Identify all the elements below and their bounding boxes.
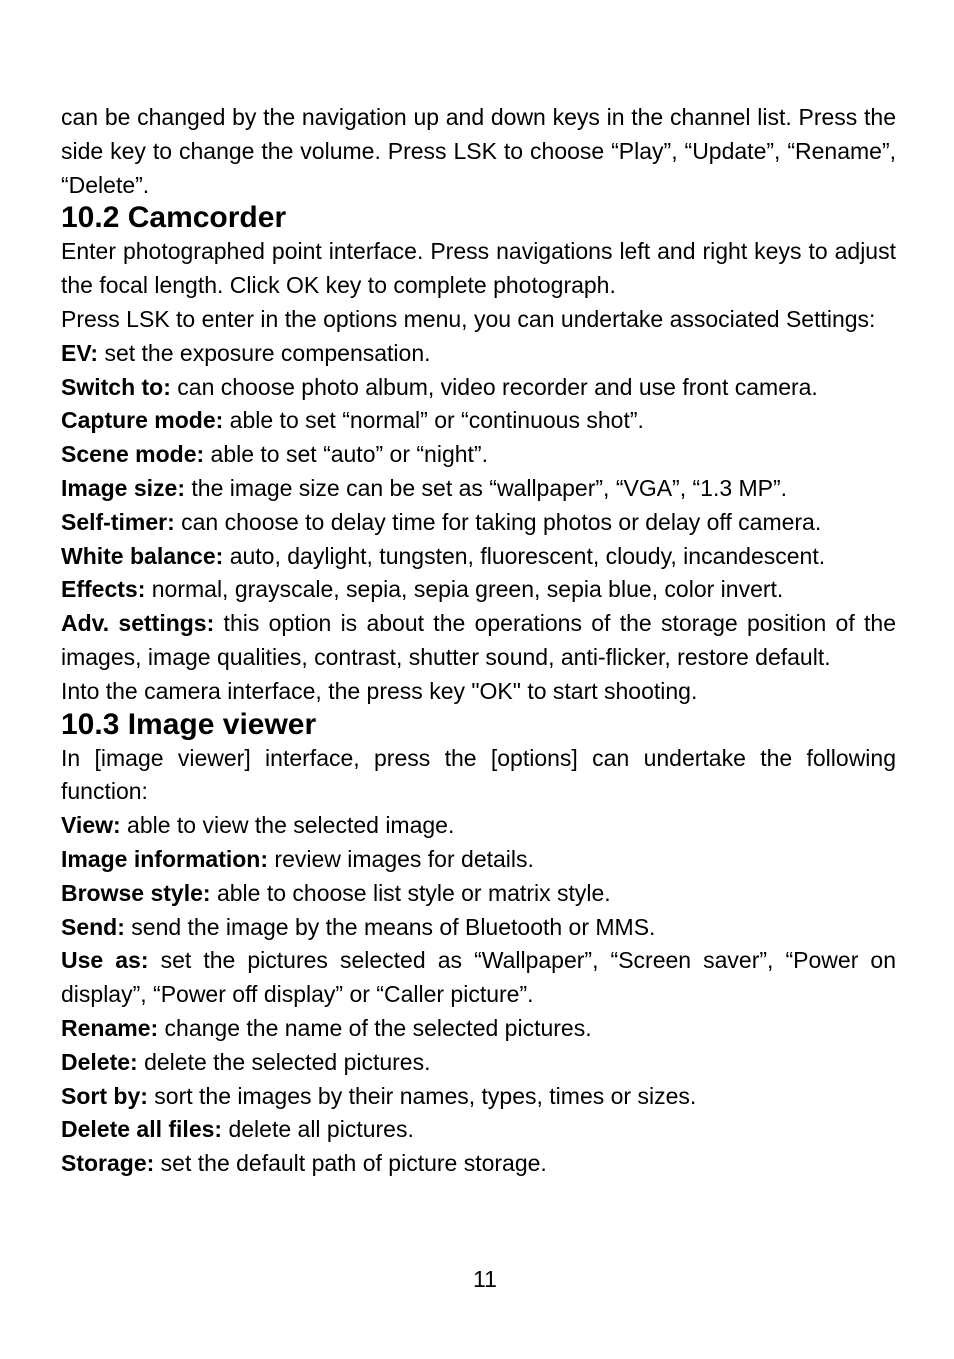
option-term: Use as:	[61, 947, 149, 974]
camcorder-options-list	[61, 337, 896, 675]
option-item	[61, 573, 896, 607]
option-desc: this option is about the operations of the storage position of the images, image qualities, contrast, shutter sound, anti-flicker, restore default.	[61, 610, 896, 670]
option-desc: can choose to delay time for taking photos or delay off camera.	[174, 508, 822, 535]
manual-page	[61, 101, 896, 1181]
image-viewer-paragraph-1: In [image viewer] interface, press the [options] can undertake the following function:	[61, 744, 896, 805]
camcorder-closing: Into the camera interface, the press key "OK" to start shooting.	[61, 677, 698, 704]
option-term: Send:	[61, 913, 125, 940]
option-term: Delete:	[61, 1048, 138, 1075]
option-term: Rename:	[61, 1014, 159, 1041]
option-item	[61, 1046, 896, 1080]
section-heading-camcorder: 10.2 Camcorder	[61, 201, 287, 235]
section-heading-image-viewer: 10.3 Image viewer	[61, 707, 317, 741]
option-item	[61, 1080, 896, 1114]
option-desc: set the exposure compensation.	[98, 339, 431, 366]
option-desc: able to set “normal” or “continuous shot”.	[223, 407, 644, 434]
option-term: Switch to:	[61, 373, 171, 400]
option-item	[61, 843, 896, 877]
option-item	[61, 540, 896, 574]
option-term: White balance:	[61, 542, 224, 569]
option-item	[61, 404, 896, 438]
option-item	[61, 877, 896, 911]
option-desc: the image size can be set as “wallpaper”, “VGA”, “1.3 MP”.	[185, 474, 788, 501]
option-item	[61, 1113, 896, 1147]
option-desc: able to set “auto” or “night”.	[204, 441, 488, 468]
option-term: Effects:	[61, 576, 146, 603]
option-desc: send the image by the means of Bluetooth or MMS.	[124, 913, 656, 940]
option-desc: normal, grayscale, sepia, sepia green, sepia blue, color invert.	[145, 576, 784, 603]
image-viewer-options-list	[61, 809, 896, 1181]
option-desc: able to view the selected image.	[120, 812, 455, 839]
option-term: Delete all files:	[61, 1116, 223, 1143]
option-term: Self-timer:	[61, 508, 175, 535]
option-term: Image size:	[61, 474, 185, 501]
page-number: 11	[473, 1266, 497, 1292]
option-item	[61, 1012, 896, 1046]
option-desc: set the pictures selected as “Wallpaper”, “Screen saver”, “Power on display”, “Power off display” or “Caller picture”.	[61, 947, 896, 1008]
camcorder-paragraph-2: Press LSK to enter in the options menu, you can undertake associated Settings:	[61, 305, 876, 332]
option-desc: set the default path of picture storage.	[154, 1150, 547, 1177]
option-desc: change the name of the selected pictures.	[158, 1014, 592, 1041]
option-term: Capture mode:	[61, 407, 224, 434]
option-item	[61, 1147, 896, 1181]
option-desc: auto, daylight, tungsten, fluorescent, cloudy, incandescent.	[223, 542, 826, 569]
option-term: Scene mode:	[61, 441, 205, 468]
option-desc: sort the images by their names, types, times or sizes.	[147, 1082, 697, 1109]
option-term: Storage:	[61, 1150, 155, 1177]
option-desc: review images for details.	[268, 845, 534, 872]
option-item	[61, 607, 896, 675]
option-item	[61, 438, 896, 472]
option-item	[61, 911, 896, 945]
option-desc: delete all pictures.	[222, 1116, 414, 1143]
option-item	[61, 337, 896, 371]
option-item	[61, 944, 896, 1012]
camcorder-paragraph-1: Enter photographed point interface. Press navigations left and right keys to adjust the focal length. Click OK key to complete photograph.	[61, 238, 896, 299]
option-item	[61, 809, 896, 843]
option-term: Sort by:	[61, 1082, 148, 1109]
option-desc: able to choose list style or matrix style.	[210, 879, 611, 906]
option-desc: delete the selected pictures.	[137, 1048, 431, 1075]
option-term: View:	[61, 812, 121, 839]
option-term: Browse style:	[61, 879, 211, 906]
option-term: EV:	[61, 339, 99, 366]
option-item	[61, 506, 896, 540]
option-item	[61, 371, 896, 405]
option-term: Adv. settings:	[61, 610, 215, 637]
option-term: Image information:	[61, 845, 269, 872]
intro-paragraph: can be changed by the navigation up and down keys in the channel list. Press the side key to change the volume. Press LSK to choose “Play”, “Update”, “Rename”, “Delete”.	[61, 104, 896, 198]
option-desc: can choose photo album, video recorder and use front camera.	[170, 373, 818, 400]
option-item	[61, 472, 896, 506]
